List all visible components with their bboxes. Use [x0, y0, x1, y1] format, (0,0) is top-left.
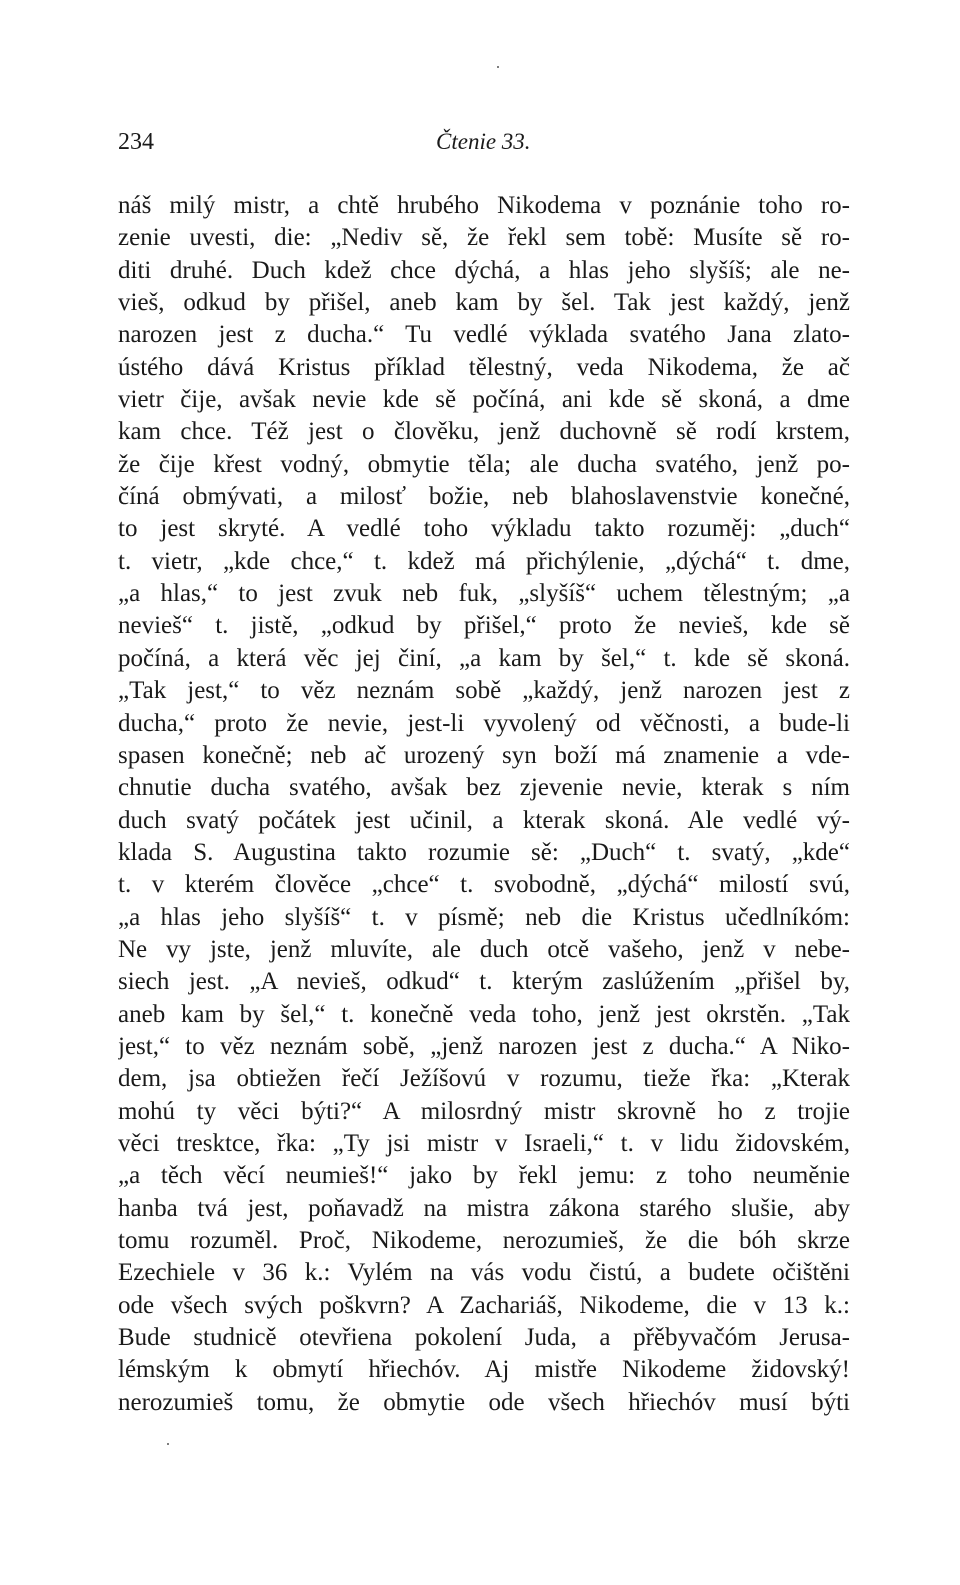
running-head: Čtenie 33. — [436, 129, 531, 154]
text-line: že čije křest vodný, obmytie těla; ale ducha svatého, jenž po- — [118, 450, 850, 478]
text-line: číná obmývati, a milosť božie, neb blahoslavenstvie konečné, — [118, 483, 850, 511]
text-line: jest,“ to věz neznám sobě, „jenž narozen jest z ducha.“ A Niko- — [118, 1032, 850, 1060]
text-line: dem, jsa obtiežen řečí Ježíšovú v rozumu, tieže řka: „Kterak — [118, 1065, 850, 1093]
text-line: náš milý mistr, a chtě hrubého Nikodema v poznánie toho ro- — [118, 192, 850, 219]
text-line: „a hlas jeho slyšíš“ t. v písmě; neb die Kristus učedlníkóm: — [118, 903, 850, 931]
text-line: tomu rozuměl. Proč, Nikodeme, nerozumieš, že die bóh skrze — [118, 1227, 850, 1254]
text-line: chnutie ducha svatého, avšak bez zjevenie nevie, kterak s ním — [118, 774, 850, 802]
text-line: mohú ty věci býti?“ A milosrdný mistr skrovně ho z trojie — [118, 1097, 850, 1125]
text-line: to jest skryté. A vedlé toho výkladu takto rozuměj: „duch“ — [118, 515, 850, 543]
text-line: ústého dává Kristus příklad tělestný, veda Nikodema, že ač — [118, 353, 850, 381]
text-line: siech jest. „A nevieš, odkud“ t. kterým zaslúžením „přišel by, — [118, 968, 850, 996]
text-line: diti druhé. Duch kdež chce dýchá, a hlas jeho slyšíš; ale ne- — [118, 256, 850, 284]
text-line: ode všech svých poškvrn? A Zachariáš, Nikodeme, die v 13 k.: — [118, 1291, 850, 1319]
text-line: Ne vy jste, jenž mluvíte, ale duch otcě vašeho, jenž v nebe- — [118, 935, 850, 963]
page-header — [118, 128, 850, 160]
text-line: nevieš“ t. jistě, „odkud by přišel,“ proto že nevieš, kde sě — [118, 612, 850, 640]
text-line: ducha,“ proto že nevie, jest-li vyvolený od věčnosti, a bude-li — [118, 709, 850, 737]
text-line: počíná, a která věc jej činí, „a kam by šel,“ t. kde sě skoná. — [118, 644, 850, 672]
text-line: „a těch věcí neumieš!“ jako by řekl jemu: z toho neuměnie — [118, 1162, 850, 1190]
text-line: Ezechiele v 36 k.: Vylém na vás vodu čistú, a budete očištěni — [118, 1259, 850, 1287]
text-line: zenie uvesti, die: „Nediv sě, že řekl sem tobě: Musíte sě ro- — [118, 224, 850, 252]
text-line: vieš, odkud by přišel, aneb kam by šel. Tak jest každý, jenž — [118, 289, 850, 317]
page-number: 234 — [118, 129, 154, 155]
text-line: hanba tvá jest, poňavadž na mistra zákona starého slušie, aby — [118, 1194, 850, 1222]
text-line: nerozumieš tomu, že obmytie ode všech hřiechóv musí býti — [118, 1388, 850, 1416]
text-line: spasen konečně; neb ač urozený syn boží má znamenie a vde- — [118, 741, 850, 769]
text-line: t. v kterém člověce „chce“ t. svobodně, „dýchá“ milostí svú, — [118, 871, 850, 899]
text-line: „Tak jest,“ to věz neznám sobě „každý, jenž narozen jest z — [118, 677, 850, 705]
text-line: Bude studnicě otevřiena pokolení Juda, a přěbyvačóm Jerusa- — [118, 1324, 850, 1352]
body-text — [118, 190, 850, 1419]
text-line: klada S. Augustina takto rozumie sě: „Duch“ t. svatý, „kde“ — [118, 838, 850, 866]
text-line: duch svatý počátek jest učinil, a kterak skoná. Ale vedlé vý- — [118, 806, 850, 834]
text-line: lémským k obmytí hřiechóv. Aj mistře Nikodeme židovský! — [118, 1356, 850, 1384]
text-line: věci tresktce, řka: „Ty jsi mistr v Israeli,“ t. v lidu židovském, — [118, 1129, 850, 1157]
print-speck — [497, 66, 499, 68]
print-speck — [167, 1443, 169, 1445]
text-line: aneb kam by šel,“ t. konečně veda toho, jenž jest okrstěn. „Tak — [118, 1000, 850, 1028]
text-line: vietr čije, avšak nevie kde sě počíná, ani kde sě skoná, a dme — [118, 386, 850, 414]
text-line: „a hlas,“ to jest zvuk neb fuk, „slyšíš“ uchem tělestným; „a — [118, 580, 850, 608]
text-line: narozen jest z ducha.“ Tu vedlé výklada svatého Jana zlato- — [118, 321, 850, 349]
text-line: kam chce. Též jest o člověku, jenž duchovně sě rodí krstem, — [118, 418, 850, 446]
text-line: t. vietr, „kde chce,“ t. kdež má přichýlenie, „dýchá“ t. dme, — [118, 547, 850, 575]
